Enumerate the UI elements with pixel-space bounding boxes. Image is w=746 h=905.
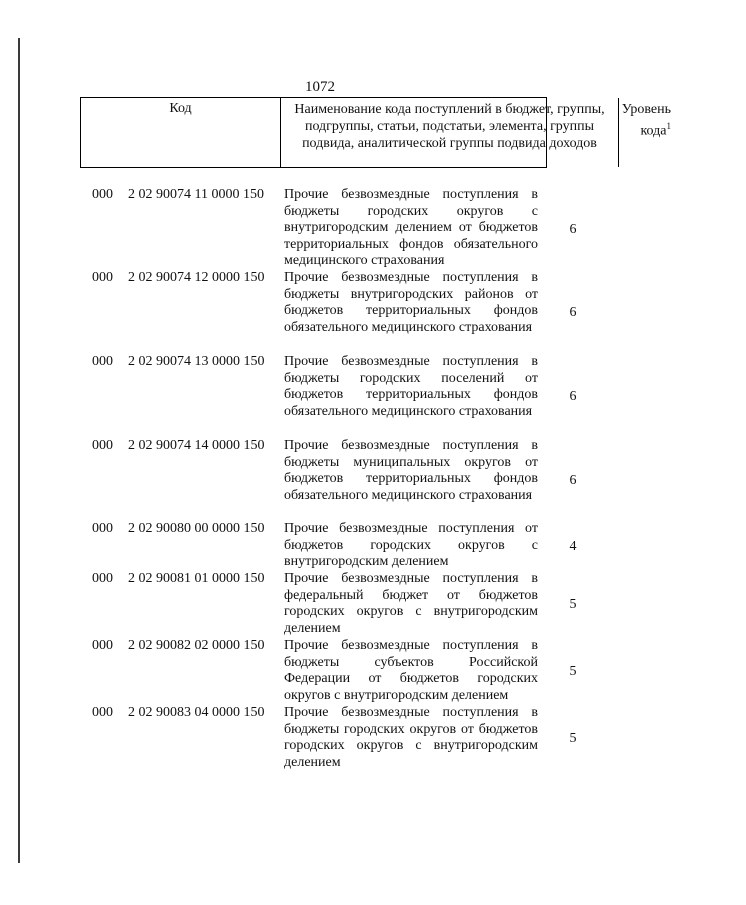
row-level: 4 — [569, 539, 577, 554]
row-code: 2 02 90081 01 0000 150 — [128, 571, 265, 586]
row-level: 6 — [569, 389, 577, 404]
row-name: Прочие безвозмездные поступления в федеральный бюджет от бюджетов городских округов с внутригородским делением — [284, 571, 538, 636]
row-prefix: 000 — [92, 270, 113, 285]
row-level: 6 — [569, 222, 577, 237]
row-name: Прочие безвозмездные поступления в бюджеты субъектов Российской Федерации от бюджетов городских округов с внутригородским делением — [284, 638, 538, 703]
row-code: 2 02 90082 02 0000 150 — [128, 638, 265, 653]
row-prefix: 000 — [92, 521, 113, 536]
row-level: 6 — [569, 473, 577, 488]
row-prefix: 000 — [92, 438, 113, 453]
page-number: 1072 — [305, 79, 335, 95]
row-level: 6 — [569, 305, 577, 320]
row-prefix: 000 — [92, 638, 113, 653]
header-level-cell — [619, 98, 676, 140]
header-level-footnote: 1 — [666, 121, 671, 131]
row-name: Прочие безвозмездные поступления в бюджеты городских округов с внутригородским делением от бюджетов территориальных фондов обязательного медицинского страхования — [284, 187, 538, 269]
row-code: 2 02 90074 13 0000 150 — [128, 354, 265, 369]
row-name: Прочие безвозмездные поступления в бюджеты городских округов от бюджетов городских округов с внутригородским делением — [284, 705, 538, 770]
row-prefix: 000 — [92, 705, 113, 720]
row-level: 5 — [569, 597, 577, 612]
row-prefix: 000 — [92, 187, 113, 202]
row-name: Прочие безвозмездные поступления от бюджетов городских округов с внутригородским делением — [284, 521, 538, 570]
row-code: 2 02 90080 00 0000 150 — [128, 521, 265, 536]
row-prefix: 000 — [92, 354, 113, 369]
left-margin-line — [18, 38, 20, 863]
row-level: 5 — [569, 731, 577, 746]
header-level — [619, 98, 746, 167]
row-prefix: 000 — [92, 571, 113, 586]
row-code: 2 02 90083 04 0000 150 — [128, 705, 265, 720]
row-level: 5 — [569, 664, 577, 679]
row-name: Прочие безвозмездные поступления в бюджеты внутригородских районов от бюджетов территориальных фондов обязательного медицинского страхования — [284, 270, 538, 335]
row-code: 2 02 90074 11 0000 150 — [128, 187, 264, 202]
header-name: Наименование кода поступлений в бюджет, группы, подгруппы, статьи, подстатьи, элемента, группы подвида, аналитической группы подвида доходов — [281, 98, 619, 167]
row-code: 2 02 90074 12 0000 150 — [128, 270, 265, 285]
header-code: Код — [81, 98, 281, 167]
row-name: Прочие безвозмездные поступления в бюджеты муниципальных округов от бюджетов территориальных фондов обязательного медицинского страхования — [284, 438, 538, 503]
row-name: Прочие безвозмездные поступления в бюджеты городских поселений от бюджетов территориальных фондов обязательного медицинского страхования — [284, 354, 538, 419]
header-level-label: Уровень кода — [621, 102, 671, 139]
table-header — [80, 97, 671, 168]
row-code: 2 02 90074 14 0000 150 — [128, 438, 265, 453]
